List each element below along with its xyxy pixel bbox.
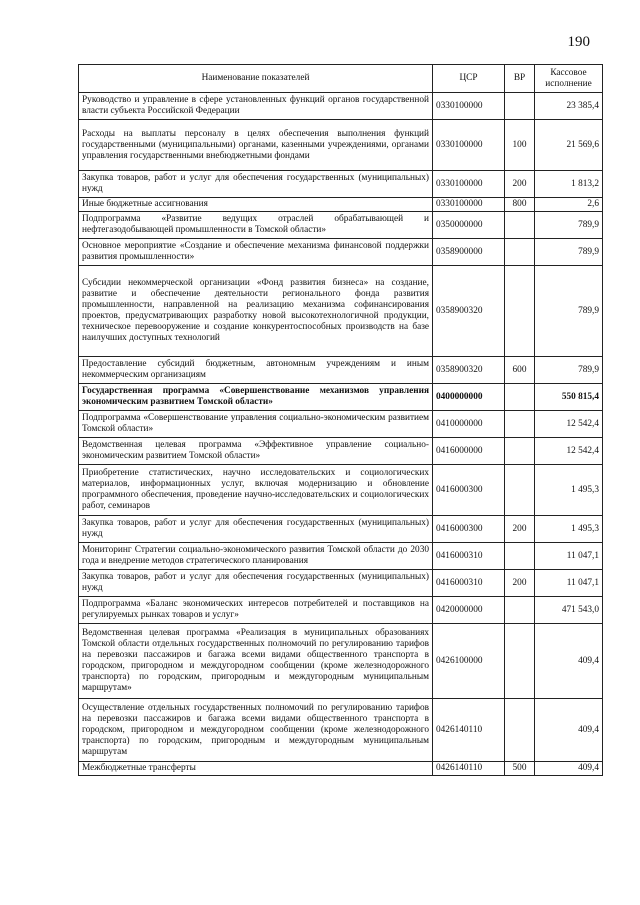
table-row [79, 171, 603, 198]
row-amount-cell: 1 813,2 [535, 171, 603, 198]
row-vr-cell: 200 [505, 570, 535, 597]
table-header-row [79, 65, 603, 93]
row-csr-cell: 0330100000 [433, 171, 505, 198]
row-name-cell: Подпрограмма «Развитие ведущих отраслей обрабатывающей и нефтегазодобывающей промышленности в Томской области» [79, 212, 433, 239]
row-vr-cell: 200 [505, 171, 535, 198]
row-amount-cell: 12 542,4 [535, 411, 603, 438]
row-vr-cell: 600 [505, 357, 535, 384]
row-name-cell: Приобретение статистических, научно исследовательских и социологических материалов, информационных услуг, включая модернизацию и обновление программного обеспечения, проведение научно-исследовательских и социологических работ, семинаров [79, 465, 433, 516]
row-name-cell: Предоставление субсидий бюджетным, автономным учреждениям и иным некоммерческим организациям [79, 357, 433, 384]
row-vr-cell [505, 212, 535, 239]
table-row [79, 212, 603, 239]
row-csr-cell: 0400000000 [433, 384, 505, 411]
row-vr-cell: 100 [505, 120, 535, 171]
row-csr-cell: 0330100000 [433, 120, 505, 171]
row-name-cell: Межбюджетные трансферты [79, 762, 433, 776]
row-vr-cell [505, 465, 535, 516]
table-row [79, 543, 603, 570]
row-vr-cell [505, 93, 535, 120]
table-row [79, 570, 603, 597]
row-name-cell: Закупка товаров, работ и услуг для обеспечения государственных (муниципальных) нужд [79, 171, 433, 198]
row-csr-cell: 0416000310 [433, 543, 505, 570]
row-name-cell: Субсидии некоммерческой организации «Фонд развития бизнеса» на создание, развитие и обеспечение деятельности регионального фонда развития промышленности, направленной на реализацию механизма софинансирования проектов, предусматривающих разработку новой высокотехнологичной продукции, техническое перевооружение и создание конкурентоспособных производств на базе наилучших доступных технологий [79, 266, 433, 357]
row-vr-cell [505, 266, 535, 357]
row-vr-cell [505, 624, 535, 699]
budget-table [78, 64, 603, 776]
row-vr-cell: 200 [505, 516, 535, 543]
row-name-cell: Подпрограмма «Совершенствование управления социально-экономическим развитием Томской области» [79, 411, 433, 438]
row-amount-cell: 21 569,6 [535, 120, 603, 171]
table-row [79, 384, 603, 411]
table-row [79, 624, 603, 699]
row-csr-cell: 0416000300 [433, 465, 505, 516]
row-name-cell: Подпрограмма «Баланс экономических интересов потребителей и поставщиков на регулируемых рынках товаров и услуг» [79, 597, 433, 624]
header-csr: ЦСР [433, 65, 505, 93]
row-csr-cell: 0426140110 [433, 762, 505, 776]
row-name-cell: Осуществление отдельных государственных полномочий по регулированию тарифов на перевозки пассажиров и багажа всеми видами общественного транспорта в городском, пригородном и междугородном сообщении (кроме железнодорожного транспорта) по городским, пригородным и междугородным муниципальным маршрутам [79, 699, 433, 762]
row-csr-cell: 0416000000 [433, 438, 505, 465]
row-name-cell: Расходы на выплаты персоналу в целях обеспечения выполнения функций государственными (муниципальными) органами, казенными учреждениями, органами управления государственными внебюджетными фондами [79, 120, 433, 171]
row-amount-cell: 11 047,1 [535, 543, 603, 570]
table-row [79, 516, 603, 543]
table-row [79, 120, 603, 171]
row-amount-cell: 550 815,4 [535, 384, 603, 411]
table-row [79, 357, 603, 384]
table-row [79, 597, 603, 624]
row-amount-cell: 789,9 [535, 357, 603, 384]
row-csr-cell: 0410000000 [433, 411, 505, 438]
row-amount-cell: 1 495,3 [535, 516, 603, 543]
row-name-cell: Закупка товаров, работ и услуг для обеспечения государственных (муниципальных) нужд [79, 516, 433, 543]
header-name: Наименование показателей [79, 65, 433, 93]
row-amount-cell: 409,4 [535, 624, 603, 699]
row-amount-cell: 11 047,1 [535, 570, 603, 597]
table-row [79, 198, 603, 212]
row-name-cell: Ведомственная целевая программа «Реализация в муниципальных образованиях Томской области отдельных государственных полномочий по регулированию тарифов на перевозки пассажиров и багажа всеми видами общественного транспорта в городском, пригородном и междугородном сообщении (кроме железнодорожного транспорта) по городским, пригородным и междугородным муниципальным маршрутам» [79, 624, 433, 699]
row-vr-cell [505, 438, 535, 465]
row-name-cell: Закупка товаров, работ и услуг для обеспечения государственных (муниципальных) нужд [79, 570, 433, 597]
row-vr-cell [505, 239, 535, 266]
page-number: 190 [567, 34, 590, 50]
row-amount-cell: 2,6 [535, 198, 603, 212]
row-csr-cell: 0426100000 [433, 624, 505, 699]
row-name-cell: Руководство и управление в сфере установленных функций органов государственной власти субъекта Российской Федерации [79, 93, 433, 120]
row-amount-cell: 789,9 [535, 239, 603, 266]
header-amount: Кассовое исполнение [535, 65, 603, 93]
table-row [79, 762, 603, 776]
table-row [79, 239, 603, 266]
row-amount-cell: 471 543,0 [535, 597, 603, 624]
table-body [79, 93, 603, 776]
table-row [79, 411, 603, 438]
header-vr: ВР [505, 65, 535, 93]
row-amount-cell: 789,9 [535, 212, 603, 239]
row-csr-cell: 0330100000 [433, 198, 505, 212]
table-row [79, 266, 603, 357]
row-csr-cell: 0358900000 [433, 239, 505, 266]
row-name-cell: Государственная программа «Совершенствование механизмов управления экономическим развитием Томской области» [79, 384, 433, 411]
row-csr-cell: 0420000000 [433, 597, 505, 624]
row-amount-cell: 1 495,3 [535, 465, 603, 516]
row-name-cell: Основное мероприятие «Создание и обеспечение механизма финансовой поддержки развития промышленности» [79, 239, 433, 266]
row-csr-cell: 0330100000 [433, 93, 505, 120]
row-amount-cell: 409,4 [535, 762, 603, 776]
row-csr-cell: 0416000310 [433, 570, 505, 597]
row-csr-cell: 0426140110 [433, 699, 505, 762]
row-amount-cell: 789,9 [535, 266, 603, 357]
row-name-cell: Иные бюджетные ассигнования [79, 198, 433, 212]
row-vr-cell [505, 384, 535, 411]
row-vr-cell [505, 411, 535, 438]
table-row [79, 465, 603, 516]
row-csr-cell: 0358900320 [433, 357, 505, 384]
table-row [79, 699, 603, 762]
row-vr-cell [505, 543, 535, 570]
row-amount-cell: 12 542,4 [535, 438, 603, 465]
row-csr-cell: 0358900320 [433, 266, 505, 357]
row-vr-cell: 500 [505, 762, 535, 776]
row-amount-cell: 409,4 [535, 699, 603, 762]
row-vr-cell [505, 699, 535, 762]
row-name-cell: Мониторинг Стратегии социально-экономического развития Томской области до 2030 года и внедрение методов стратегического планирования [79, 543, 433, 570]
row-vr-cell: 800 [505, 198, 535, 212]
table-row [79, 93, 603, 120]
row-name-cell: Ведомственная целевая программа «Эффективное управление социально-экономическим развитием Томской области» [79, 438, 433, 465]
row-vr-cell [505, 597, 535, 624]
table-row [79, 438, 603, 465]
row-csr-cell: 0350000000 [433, 212, 505, 239]
row-amount-cell: 23 385,4 [535, 93, 603, 120]
row-csr-cell: 0416000300 [433, 516, 505, 543]
